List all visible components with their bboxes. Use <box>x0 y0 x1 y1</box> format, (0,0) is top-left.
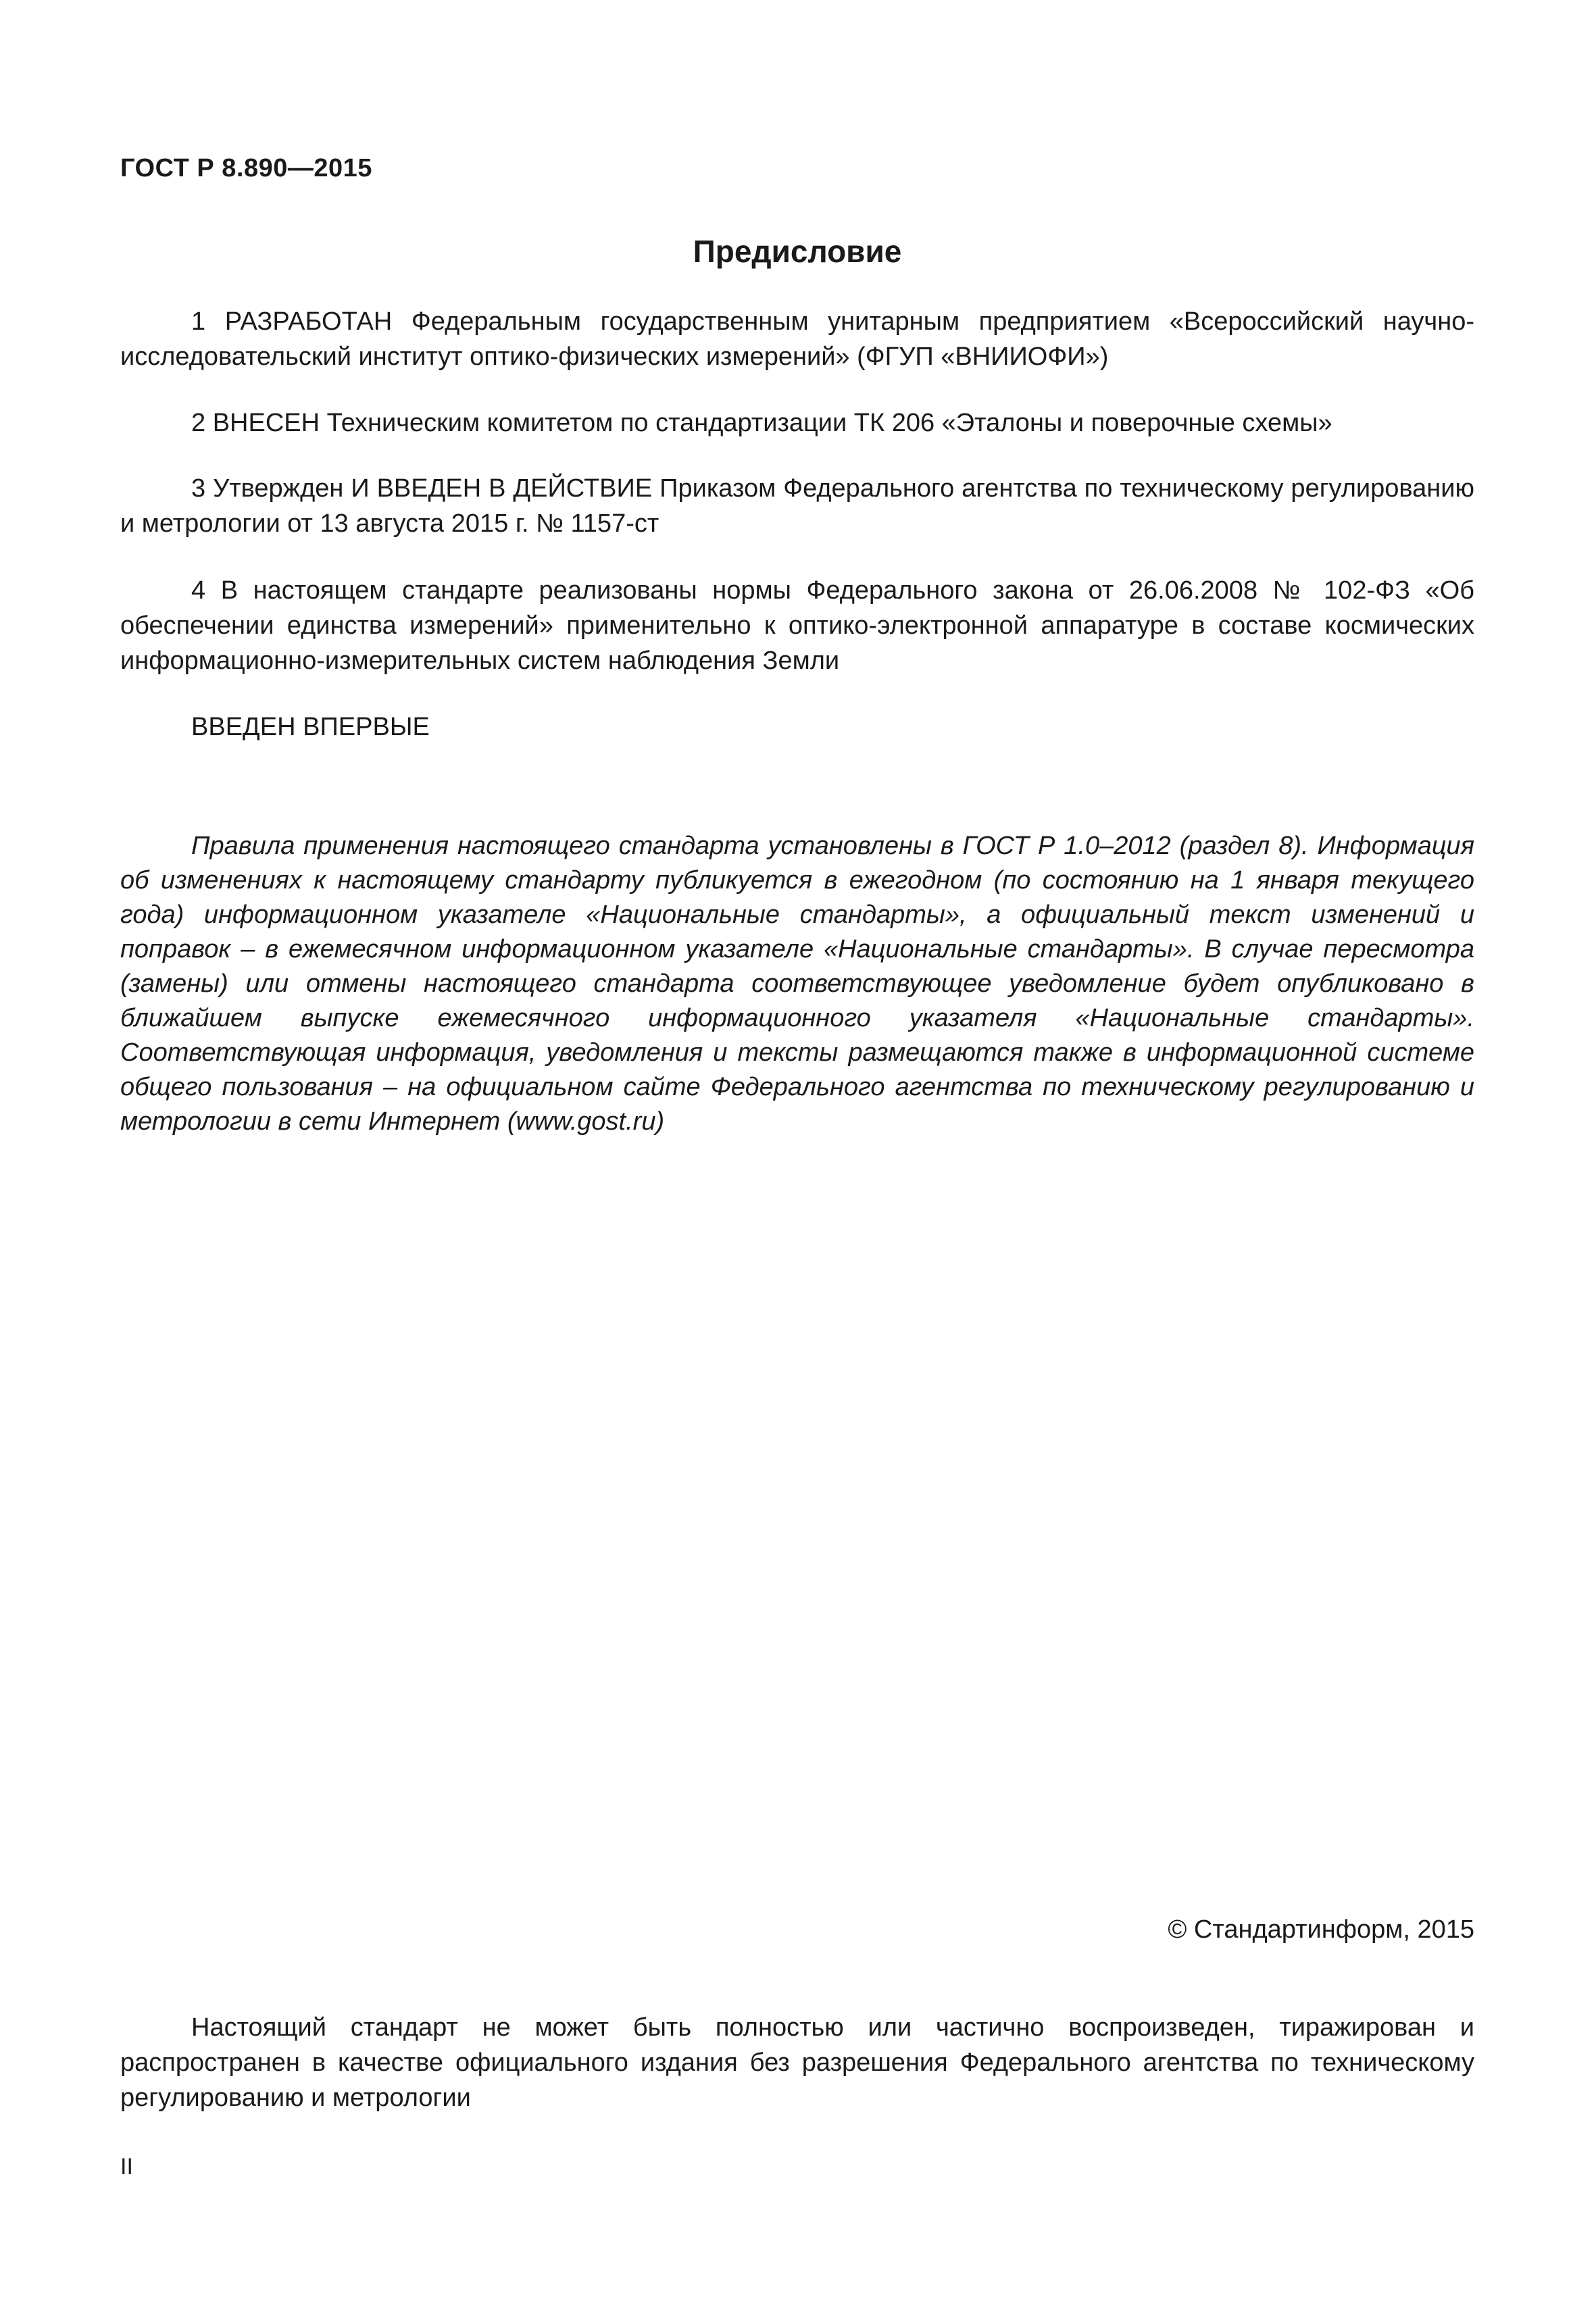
document-code: ГОСТ Р 8.890—2015 <box>120 154 372 182</box>
foreword-item-introduced <box>120 709 1474 745</box>
foreword-item-implemented-text: 4 В настоящем стандарте реализованы нормы Федерального закона от 26.06.2008 № 102-ФЗ «Об обеспечении единства измерений» применительно к оптико-электронной аппаратуре в составе космических информационно-измерительных систем наблюдения Земли <box>120 576 1474 675</box>
foreword-item-developed-text: 1 РАЗРАБОТАН Федеральным государственным унитарным предприятием «Всероссийский научно-исследовательский институт оптико-физических измерений» (ФГУП «ВНИИОФИ») <box>120 307 1474 371</box>
foreword-item-submitted <box>120 405 1474 441</box>
foreword-item-submitted-text: 2 ВНЕСЕН Техническим комитетом по стандартизации ТК 206 «Эталоны и поверочные схемы» <box>191 409 1332 437</box>
foreword-item-developed <box>120 304 1474 374</box>
page-title: Предисловие <box>693 234 902 269</box>
reproduction-notice-text: Настоящий стандарт не может быть полностью или частично воспроизведен, тиражирован и распространен в качестве официального издания без разрешения Федерального агентства по техническому регулированию и метрологии <box>120 2013 1474 2112</box>
copyright-line: © Стандартинформ, 2015 <box>1168 1915 1474 1944</box>
foreword-item-approved-text: 3 Утвержден И ВВЕДЕН В ДЕЙСТВИЕ Приказом Федерального агентства по техническому регулированию и метрологии от 13 августа 2015 г. № 1157-ст <box>120 474 1474 538</box>
application-rules-text: Правила применения настоящего стандарта установлены в ГОСТ Р 1.0–2012 (раздел 8). Информация об изменениях к настоящему стандарту публикуется в ежегодном (по состоянию на 1 января текущего года) информационном указателе «Национальные стандарты», а официальный текст изменений и поправок – в ежемесячном информационном указателе «Национальные стандарты». В случае пересмотра (замены) или отмены настоящего стандарта соответствующее уведомление будет опубликовано в ближайшем выпуске ежемесячного информационного указателя «Национальные стандарты». Соответствующая информация, уведомления и тексты размещаются также в информационной системе общего пользования – на официальном сайте Федерального агентства по техническому регулированию и метрологии в сети Интернет (www.gost.ru) <box>120 832 1474 1136</box>
page-number: II <box>120 2154 133 2180</box>
foreword-item-approved <box>120 471 1474 541</box>
foreword-item-introduced-text: ВВЕДЕН ВПЕРВЫЕ <box>191 713 430 741</box>
application-rules-note <box>120 829 1474 1139</box>
foreword-item-implemented <box>120 573 1474 678</box>
reproduction-notice <box>120 2010 1474 2115</box>
